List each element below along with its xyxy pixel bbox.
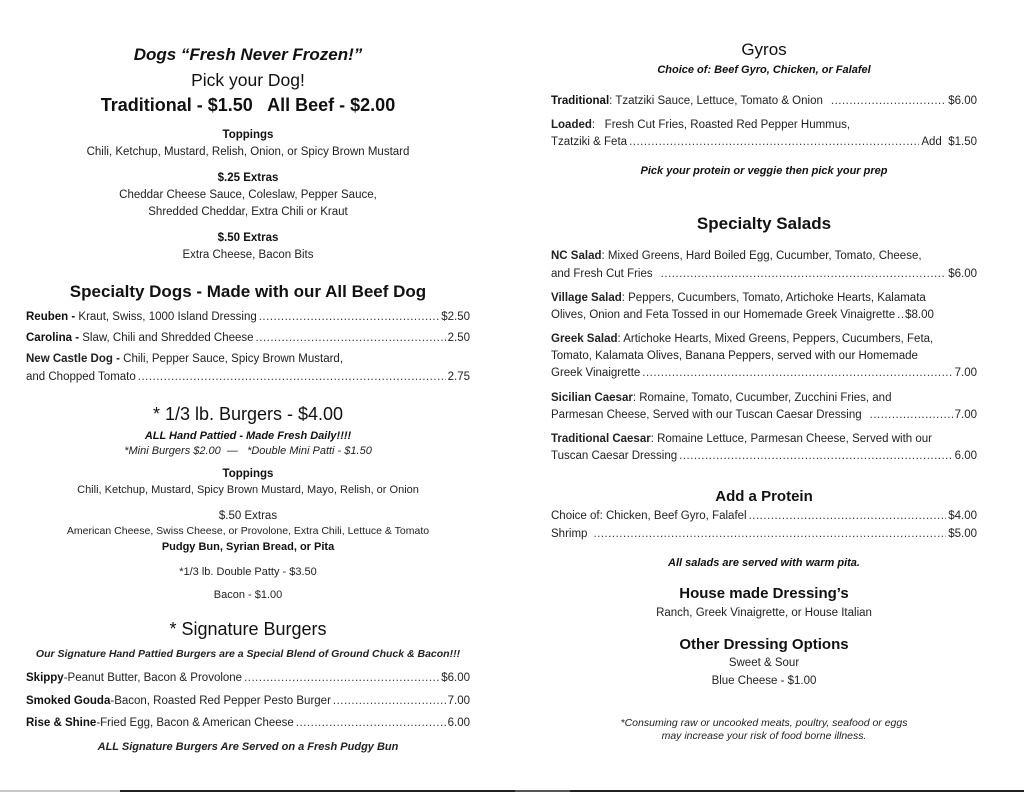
item-desc: Slaw, Chili and Shredded Cheese [79,332,254,344]
signature-footer: ALL Signature Burgers Are Served on a Fresh Pudgy Bun [97,741,399,753]
other-dressing-line2: Blue Cheese - $1.00 [711,675,817,687]
burger-extras50-label: $.50 Extras [218,510,278,522]
gyros-choice: Choice of: Beef Gyro, Chicken, or Falafel [657,64,871,76]
menu-item-skippy [26,672,470,684]
item-price: $5.00 [948,528,977,540]
bacon-addon: Bacon - $1.00 [213,589,283,601]
leader-dots [138,371,446,383]
salads-title: Specialty Salads [696,214,832,233]
item-price: $8.00 [905,309,934,321]
item-price: $2.50 [441,311,470,323]
specialty-dogs-title: Specialty Dogs - Made with our All Beef Dog [69,282,427,301]
item-desc: Olives, Onion and Feta Tossed in our Homemade Greek Vinaigrette [551,309,896,321]
gyro-loaded-line2 [551,136,977,148]
leader-dots [642,367,952,379]
item-price: 7.00 [447,695,470,707]
item-desc: : Artichoke Hearts, Mixed Greens, Peppers, Cucumbers, Feta, [617,333,934,345]
item-desc: Greek Vinaigrette [551,367,641,379]
salad-nc-line2 [551,268,977,280]
leader-dots [897,309,903,321]
leader-dots [679,450,952,462]
protein-choice [551,510,977,522]
item-name: Rise & Shine [26,717,97,729]
item-desc: -Fried Egg, Bacon & American Cheese [96,717,294,729]
item-desc: -Peanut Butter, Bacon & Provolone [63,672,243,684]
item-name: Traditional Caesar [551,433,651,445]
leader-dots [296,717,446,729]
item-desc: : Fresh Cut Fries, Roasted Red Pepper Hummus, [591,119,851,131]
leader-dots [259,311,439,323]
dog-extras25-line1: Cheddar Cheese Sauce, Coleslaw, Pepper Sauce, [119,189,377,201]
item-price: 7.00 [954,367,977,379]
dogs-title: Dogs “Fresh Never Frozen!” [133,45,363,64]
mini-burgers: *Mini Burgers $2.00 — *Double Mini Patti - $1.50 [124,445,372,457]
double-patty: *1/3 lb. Double Patty - $3.50 [179,566,317,578]
menu-item-smoked-gouda [26,695,470,707]
dog-extras25-line2: Shredded Cheddar, Extra Chili or Kraut [148,206,348,218]
leader-dots [831,95,946,107]
leader-dots [333,695,446,707]
item-price: $6.00 [948,268,977,280]
burger-bread: Pudgy Bun, Syrian Bread, or Pita [161,541,335,553]
item-name: NC Salad [551,250,602,262]
item-name: New Castle Dog - [26,353,120,365]
signature-tagline: Our Signature Hand Pattied Burgers are a Special Blend of Ground Chuck & Bacon!!! [35,648,461,660]
burgers-title: * 1/3 lb. Burgers - $4.00 [152,404,344,424]
item-desc: Tzatziki & Feta [551,136,628,148]
item-price: 2.75 [447,371,470,383]
item-desc: : Romaine, Tomato, Cucumber, Zucchini Fries, and [632,392,892,404]
item-desc: Chili, Pepper Sauce, Spicy Brown Mustard, [119,353,344,365]
item-name: Loaded [551,119,592,131]
menu-item-new-castle-line2 [26,371,470,383]
item-price: 6.00 [447,717,470,729]
leader-dots [256,332,446,344]
salad-village-line2 [551,309,977,321]
signature-title: * Signature Burgers [169,619,327,639]
item-name: Traditional [551,95,610,107]
item-name: Greek Salad [551,333,618,345]
leader-dots [593,528,946,540]
item-price: 7.00 [954,409,977,421]
item-name: Reuben - [26,311,76,323]
salad-sicilian-line2 [551,409,977,421]
gyros-note: Pick your protein or veggie then pick your prep [640,165,888,177]
menu-item-rise-and-shine [26,717,470,729]
protein-shrimp [551,528,977,540]
item-desc: and Fresh Cut Fries [551,268,653,280]
item-price: $4.00 [948,510,977,522]
item-desc: : Tzatziki Sauce, Lettuce, Tomato & Onion [609,95,823,107]
pick-your-dog: Pick your Dog! [191,70,305,90]
gyro-traditional [551,95,977,107]
disclaimer-line1: *Consuming raw or uncooked meats, poultry, seafood or eggs [620,717,908,729]
dog-prices: Traditional - $1.50 All Beef - $2.00 [100,95,396,115]
leader-dots [244,672,439,684]
burgers-tagline: ALL Hand Pattied - Made Fresh Daily!!!! [144,430,352,442]
item-desc: : Mixed Greens, Hard Boiled Egg, Cucumber, Tomato, Cheese, [601,250,922,262]
house-dressing-title: House made Dressing’s [679,585,849,602]
salad-trad-caesar-line1 [551,433,977,445]
protein-note: All salads are served with warm pita. [668,557,860,569]
item-desc: Parmesan Cheese, Served with our Tuscan Caesar Dressing [551,409,862,421]
salad-greek-line2: Tomato, Kalamata Olives, Banana Peppers, served with our Homemade [551,350,918,362]
leader-dots [870,409,953,421]
burger-toppings: Chili, Ketchup, Mustard, Spicy Brown Mustard, Mayo, Relish, or Onion [77,484,419,496]
dog-toppings: Chili, Ketchup, Mustard, Relish, Onion, or Spicy Brown Mustard [86,146,410,158]
item-desc: and Chopped Tomato [26,371,136,383]
item-desc: Choice of: Chicken, Beef Gyro, Falafel [551,510,747,522]
salad-trad-caesar-line2 [551,450,977,462]
salad-greek-line3 [551,367,977,379]
dog-extras50-label: $.50 Extras [217,232,279,244]
house-dressing-options: Ranch, Greek Vinaigrette, or House Italian [656,607,872,619]
other-dressing-line1: Sweet & Sour [728,657,800,669]
dog-extras25-label: $.25 Extras [217,172,279,184]
protein-title: Add a Protein [715,488,813,505]
other-dressing-title: Other Dressing Options [679,636,849,653]
menu-item-reuben [26,311,470,323]
gyros-title: Gyros [741,40,787,59]
item-desc: Shrimp [551,528,588,540]
gyro-loaded-line1 [551,119,977,131]
item-name: Village Salad [551,292,622,304]
item-price: 6.00 [954,450,977,462]
burger-extras50: American Cheese, Swiss Cheese, or Provolone, Extra Chili, Lettuce & Tomato [66,525,430,537]
leader-dots [629,136,919,148]
leader-dots [749,510,947,522]
salad-sicilian-line1 [551,392,977,404]
item-name: Carolina - [26,332,80,344]
item-price: $6.00 [948,95,977,107]
item-name: Skippy [26,672,64,684]
disclaimer-line2: may increase your risk of food borne illness. [661,730,867,742]
dog-toppings-label: Toppings [222,129,274,141]
item-desc: Kraut, Swiss, 1000 Island Dressing [75,311,257,323]
item-price: Add $1.50 [921,136,977,148]
salad-nc-line1 [551,250,977,262]
item-name: Sicilian Caesar [551,392,633,404]
leader-dots [661,268,947,280]
item-name: Smoked Gouda [26,695,111,707]
burger-toppings-label: Toppings [222,468,274,480]
item-price: $6.00 [441,672,470,684]
item-price: 2.50 [447,332,470,344]
salad-village-line1 [551,292,977,304]
item-desc: : Peppers, Cucumbers, Tomato, Artichoke Hearts, Kalamata [621,292,926,304]
item-desc: -Bacon, Roasted Red Pepper Pesto Burger [110,695,331,707]
menu-item-carolina [26,332,470,344]
dog-extras50: Extra Cheese, Bacon Bits [182,249,314,261]
item-desc: : Romaine Lettuce, Parmesan Cheese, Served with our [650,433,932,445]
item-desc: Tuscan Caesar Dressing [551,450,678,462]
salad-greek-line1 [551,333,977,345]
menu-item-new-castle-line1 [26,353,470,365]
